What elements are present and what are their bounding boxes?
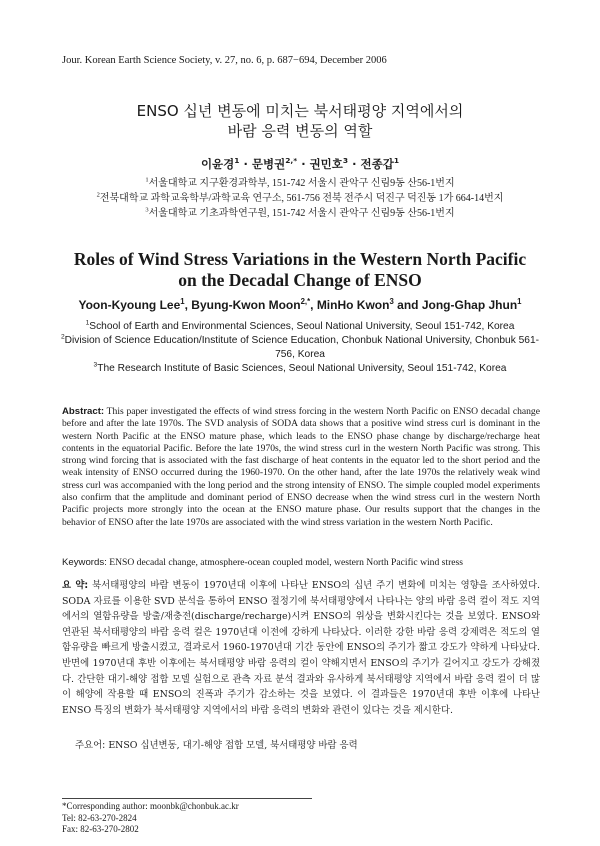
- affiliation-sup: 3: [145, 206, 149, 214]
- korean-title: [0, 101, 600, 141]
- korean-author-sup: 1: [393, 156, 400, 166]
- english-title-line-1: Roles of Wind Stress Variations in the Western North Pacific: [73, 249, 527, 269]
- korean-keywords-label: 주요어:: [75, 740, 106, 751]
- korean-title-line-1: ENSO 십년 변동에 미치는 북서태평양 지역에서의: [136, 102, 464, 120]
- footnote-divider: [62, 798, 312, 799]
- english-affiliations: [60, 320, 540, 376]
- keywords-text: ENSO decadal change, atmosphere-ocean coupled model, western North Pacific wind stress: [109, 557, 463, 568]
- journal-citation: Jour. Korean Earth Science Society, v. 27, no. 6, p. 687−694, December 2006: [62, 55, 387, 66]
- korean-author-sup: 3: [342, 156, 349, 166]
- english-title: [0, 249, 600, 291]
- korean-summary-label: 요 약:: [62, 580, 89, 591]
- affiliation-text: 서울대학교 기초과학연구원, 151-742 서울시 관악구 신림9동 산56-1번지: [148, 208, 455, 219]
- korean-author: 문병권: [251, 157, 286, 171]
- korean-author: 이윤경: [200, 157, 235, 171]
- korean-author-sep: ·: [352, 157, 357, 171]
- english-authors: [0, 298, 600, 312]
- korean-author-sep: ·: [243, 157, 248, 171]
- korean-title-line-2: 바람 응력 변동의 역할: [227, 122, 373, 140]
- affiliation-text: School of Earth and Environmental Sciences, Seoul National University, Seoul 151-742, Korea: [89, 321, 515, 332]
- english-author-sep: ,: [310, 298, 317, 312]
- english-author-sup: 1: [180, 297, 185, 306]
- affiliation-sup: 1: [85, 319, 90, 327]
- english-affiliation: [60, 320, 540, 334]
- abstract-label: Abstract:: [62, 406, 105, 417]
- korean-author: 전종갑: [360, 157, 394, 171]
- english-author: MinHo Kwon: [316, 298, 390, 312]
- korean-authors: [0, 156, 600, 172]
- abstract: [62, 406, 540, 529]
- footnote-tel: Tel: 82-63-270-2824: [62, 812, 137, 823]
- korean-author: 권민호: [309, 157, 343, 171]
- keywords: [62, 557, 540, 568]
- korean-summary: [62, 578, 540, 718]
- korean-keywords: [75, 737, 545, 751]
- english-author: Jong-Ghap Jhun: [421, 298, 518, 312]
- affiliation-sup: 3: [93, 361, 98, 369]
- korean-summary-text: 북서태평양의 바람 변동이 1970년대 이후에 나타난 ENSO의 십년 주기 변화에 미치는 영향을 조사하였다. SODA 자료를 이용한 SVD 분석을 통하여 ENSO 절정기에 북서태평양에서 나타나는 양의 바람 응력 컬이 적도 지역에서의 열함유량을 방출/재충전(discharge/recharge)시켜 ENSO의 위상을 변화시킨다는 것을 보였다. ENSO와 연관된 북서태평양의 바람 응력 컬은 1970년대 이전에 강하게 나타났다. 이러한 강한 바람 응력 강제력은 적도의 열함유량을 빠르게 방출시켰고, 결과로서 1960-1970년대 기간 동안에 ENSO의 주기가 짧고 강도가 약하게 나타났다. 반면에 1970년대 후반 이후에는 북서태평양 바람 응력의 컬이 약해지면서 ENSO의 주기가 길어지고 강도가 강해졌다. 간단한 대기-해양 접합 모델 실험으로 관측 자료 분석 결과와 유사하게 북서태평양 지역에서 바람 응력 컬이 더 많이 해양에 작용할 때 ENSO의 진폭과 주기가 감소하는 것을 보였다. 이 결과들은 1970년대 후반 이후에 나타난 ENSO 특징의 변화가 북서태평양 지역에서의 바람 응력의 변화와 관련이 있다는 것을 제시한다.: [62, 580, 540, 716]
- english-author: Yoon-Kyoung Lee: [78, 298, 181, 312]
- footnote-corresponding: *Corresponding author: moonbk@chonbuk.ac.kr: [62, 801, 239, 811]
- english-affiliation: [60, 362, 540, 376]
- english-author: Byung-Kwon Moon: [191, 298, 301, 312]
- keywords-label: Keywords:: [62, 557, 107, 568]
- english-title-line-2: on the Decadal Change of ENSO: [178, 270, 422, 290]
- korean-affiliation: [0, 176, 600, 191]
- english-author-sep: ,: [184, 298, 192, 312]
- english-author-sup: 3: [389, 297, 394, 306]
- korean-affiliation: [0, 206, 600, 221]
- affiliation-sup: 2: [60, 333, 65, 341]
- korean-author-sep: ·: [301, 157, 306, 171]
- affiliation-text: Division of Science Education/Institute of Science Education, Chonbuk National University, Chonbuk 561-756, Korea: [64, 335, 540, 360]
- affiliation-text: 서울대학교 지구환경과학부, 151-742 서울시 관악구 신림9동 산56-1번지: [148, 178, 455, 189]
- english-affiliation: [60, 334, 540, 362]
- korean-affiliation: [0, 191, 600, 206]
- english-author-sup: 2,*: [300, 297, 311, 306]
- abstract-text: This paper investigated the effects of wind stress forcing in the western North Pacific on ENSO decadal change before and after the late 1970s. The SVD analysis of SODA data shows that a positive wind stress curl is dominant in the western North Pacific at the ENSO mature phase, which leads to the ENSO phase change by discharge/recharge heat contents in the equatorial Pacific. Before the late 1970s, the wind stress curl in the western North Pacific was strong. This strong wind forcing that is associated with the fast discharge of heat contents in the equator led to the short period and the weak intensity of ENSO occurred during the 1960-1970. On the other hand, after the late 1970s the relatively weak wind stress curl was accompanied with the long period and the strong intensity of ENSO. The simple coupled model experiments also confirm that the amplitude and dominant period of ENSO decrease when the wind stress curl in the western North Pacific projects more strongly into the ocean at the ENSO mature phase. Our results support that the changes in the behavior of ENSO after the late 1970s are associated with the wind stress variation in the western North Pacific.: [62, 406, 540, 528]
- korean-affiliations: [0, 176, 600, 221]
- english-author-sup: 1: [517, 297, 522, 306]
- korean-author-sup: 2,*: [285, 156, 298, 166]
- english-author-sep: and: [393, 298, 422, 312]
- footnotes: [62, 801, 239, 836]
- footnote-fax: Fax: 82-63-270-2802: [62, 824, 139, 834]
- affiliation-sup: 1: [145, 176, 149, 184]
- korean-keywords-text: ENSO 십년변동, 대기-해양 접합 모델, 북서태평양 바람 응력: [108, 740, 358, 751]
- affiliation-text: 전북대학교 과학교육학부/과학교육 연구소, 561-756 전북 전주시 덕진구 덕진동 1가 664-14번지: [99, 193, 504, 204]
- affiliation-sup: 2: [96, 191, 100, 199]
- korean-author-sup: 1: [234, 156, 240, 166]
- affiliation-text: The Research Institute of Basic Sciences, Seoul National University, Seoul 151-742, Korea: [97, 363, 507, 374]
